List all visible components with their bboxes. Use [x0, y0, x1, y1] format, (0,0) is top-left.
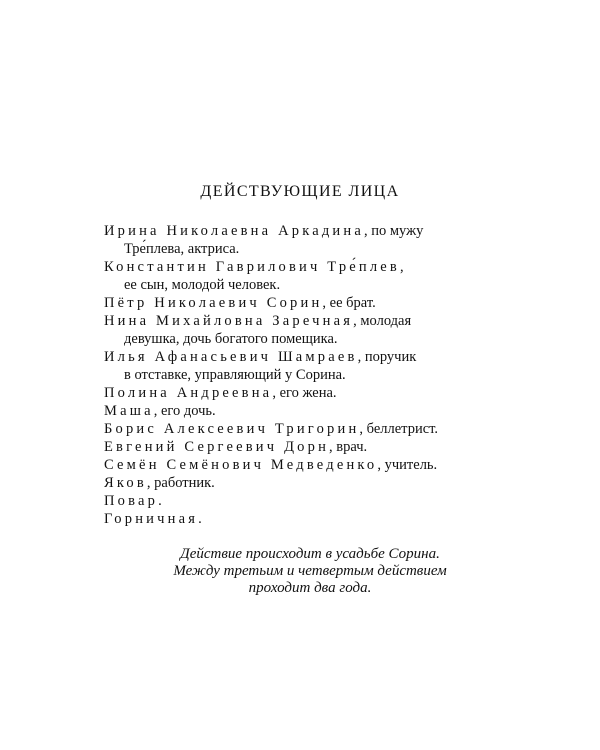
- character-name: Яков: [104, 475, 147, 491]
- setting-note-line: проходит два года.: [248, 580, 372, 596]
- setting-note: [0, 546, 600, 597]
- character-desc-continued: в отставке, управляющий у Сорина.: [124, 367, 346, 383]
- cast-entry-povar: [104, 492, 524, 510]
- character-name: Повар: [104, 493, 159, 509]
- character-desc: , его жена.: [272, 385, 337, 401]
- character-name: Борис Алексеевич Тригорин: [104, 421, 360, 437]
- cast-entry-yakov: [104, 474, 524, 492]
- character-desc: , поручик: [357, 349, 417, 365]
- character-desc: , ее брат.: [322, 295, 376, 311]
- cast-entry-masha: [104, 402, 524, 420]
- character-desc-continued: девушка, дочь богатого помещика.: [124, 331, 338, 347]
- cast-list: [104, 222, 524, 528]
- cast-entry-zarechnaya: [104, 312, 524, 348]
- character-desc: , беллетрист.: [359, 421, 439, 437]
- character-desc: .: [158, 493, 162, 509]
- character-desc-continued: Тре́плева, актриса.: [124, 241, 240, 257]
- character-name: Нина Михайловна Заречная: [104, 313, 354, 329]
- character-desc: ,: [399, 259, 404, 275]
- character-desc: , работник.: [146, 475, 215, 491]
- setting-note-line: Действие происходит в усадьбе Сорина.: [180, 546, 440, 562]
- character-name: Маша: [104, 403, 154, 419]
- character-name: Пётр Николаевич Сорин: [104, 295, 323, 311]
- cast-entry-medvedenko: [104, 456, 524, 474]
- character-name: Полина Андреевна: [104, 385, 273, 401]
- character-name: Константин Гаврилович Тре́плев: [104, 259, 400, 275]
- cast-entry-sorin: [104, 294, 524, 312]
- character-desc-continued: ее сын, молодой человек.: [124, 277, 281, 293]
- page-title: ДЕЙСТВУЮЩИЕ ЛИЦА: [200, 183, 400, 200]
- cast-entry-arkadina: [104, 222, 524, 258]
- character-name: Семён Семёнович Медведенко: [104, 457, 378, 473]
- character-name: Горничная: [104, 511, 199, 527]
- character-desc: .: [198, 511, 202, 527]
- cast-entry-dorn: [104, 438, 524, 456]
- cast-entry-gornichnaya: [104, 510, 524, 528]
- cast-entry-trigorin: [104, 420, 524, 438]
- cast-entry-shamraev: [104, 348, 524, 384]
- character-desc: , учитель.: [377, 457, 438, 473]
- character-desc: , по мужу: [364, 223, 424, 239]
- character-name: Ирина Николаевна Аркадина: [104, 223, 364, 239]
- character-desc: , молодая: [353, 313, 412, 329]
- character-desc: , его дочь.: [153, 403, 216, 419]
- character-desc: , врач.: [329, 439, 368, 455]
- cast-entry-polina: [104, 384, 524, 402]
- character-name: Илья Афанасьевич Шамраев: [104, 349, 358, 365]
- character-name: Евгений Сергеевич Дорн: [104, 439, 330, 455]
- cast-entry-treplev: [104, 258, 524, 294]
- setting-note-line: Между третьим и четвертым действием: [173, 563, 447, 579]
